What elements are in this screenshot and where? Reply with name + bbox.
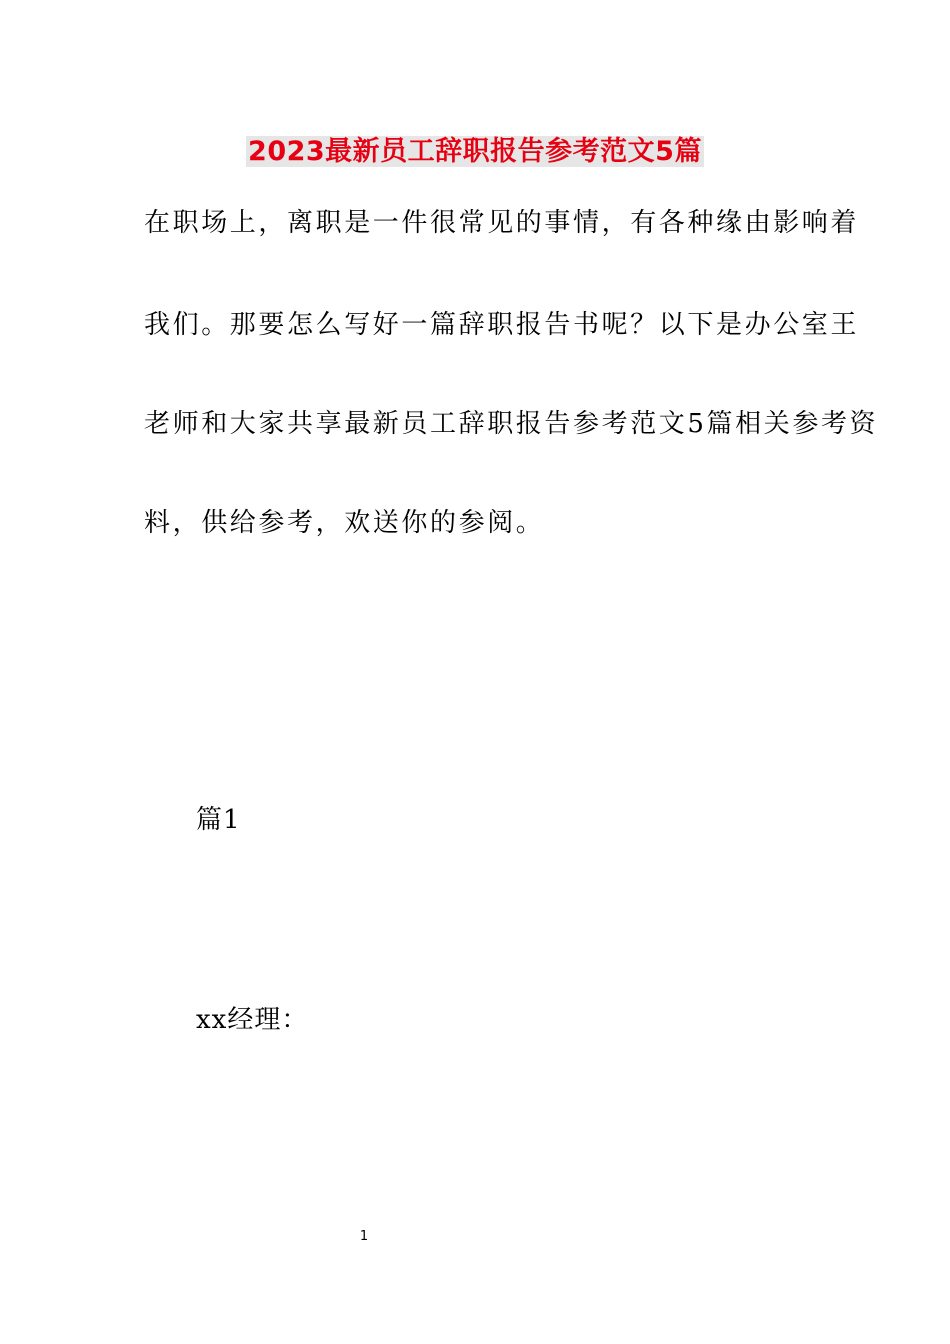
page-number: 1 xyxy=(359,1229,369,1244)
salutation: xx经理： xyxy=(196,1005,309,1035)
intro-line-1: 在职场上，离职是一件很常见的事情，有各种缘由影响着 xyxy=(144,208,860,238)
intro-line-4: 料，供给参考，欢送你的参阅。 xyxy=(144,508,545,538)
section-heading: 篇1 xyxy=(196,805,241,835)
document-title xyxy=(0,134,950,170)
intro-line-3: 老师和大家共享最新员工辞职报告参考范文5篇相关参考资 xyxy=(144,409,879,439)
document-title-text: 2023最新员工辞职报告参考范文5篇 xyxy=(248,136,702,167)
intro-line-2: 我们。那要怎么写好一篇辞职报告书呢？以下是办公室王 xyxy=(144,310,860,340)
